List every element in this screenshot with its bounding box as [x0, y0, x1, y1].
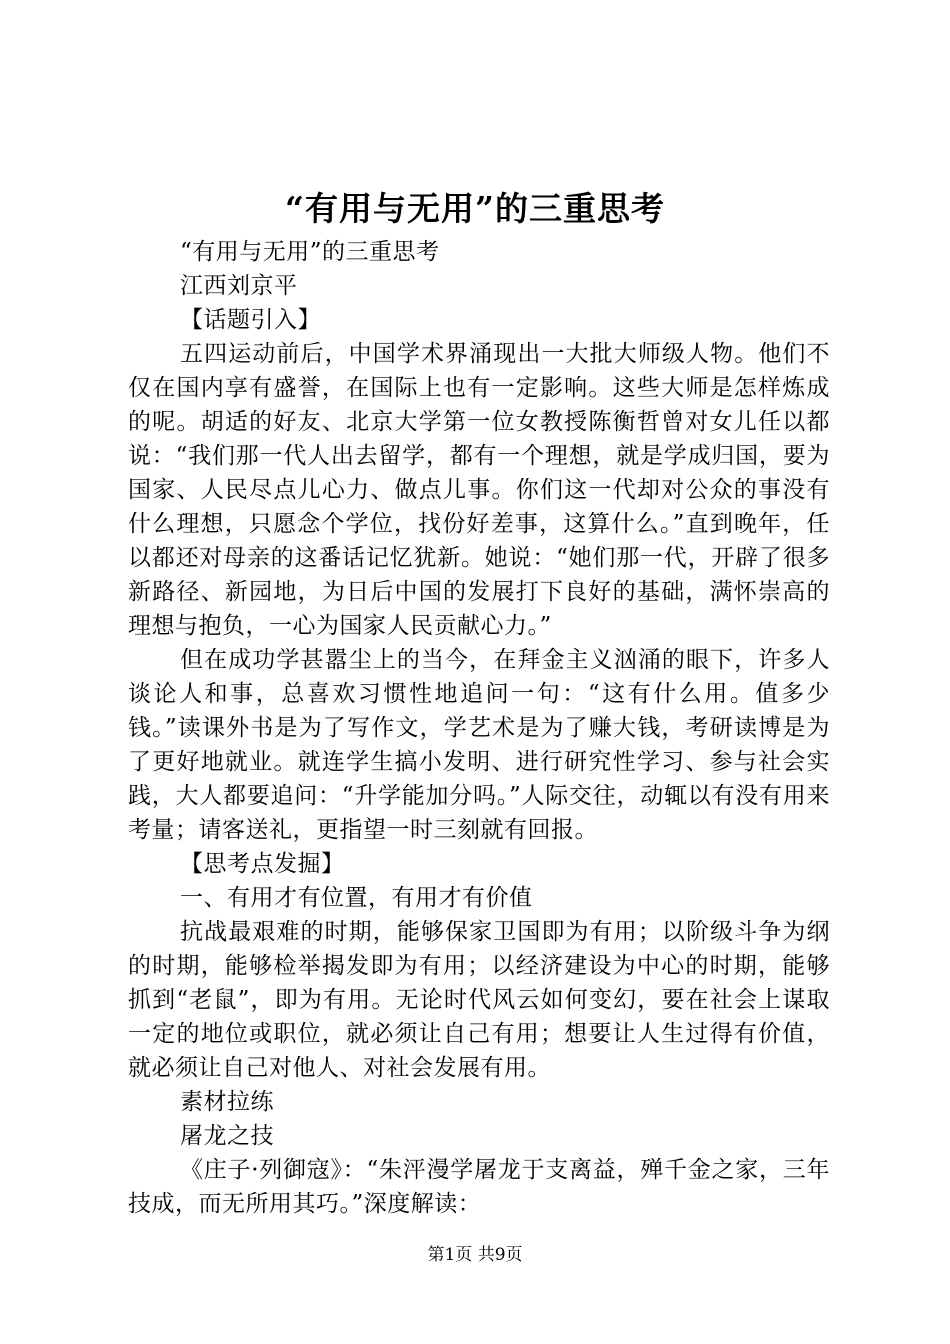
subsection-heading: 一、有用才有位置，有用才有价值: [180, 885, 533, 911]
document-body: [128, 235, 830, 1221]
paragraph-subtitle: “有用与无用”的三重思考: [180, 239, 440, 265]
paragraph-body: 抗战最艰难的时期，能够保家卫国即为有用；以阶级斗争为纲的时期，能够检举揭发即为有用；以经济建设为中心的时期，能够抓到“老鼠”，即为有用。无论时代风云如何变幻，要在社会上谋取一定的地位或职位，就必须让自己有用；想要让人生过得有价值，就必须让自己对他人、对社会发展有用。: [128, 919, 830, 1081]
page-footer: 第1页 共9页: [427, 1245, 523, 1265]
document-title: “有用与无用”的三重思考: [285, 189, 665, 228]
paragraph-body: 《庄子·列御寇》：“朱泙漫学屠龙于支离益，殚千金之家，三年技成，而无所用其巧。”深度解读：: [128, 1157, 830, 1217]
paragraph-body: 五四运动前后，中国学术界涌现出一大批大师级人物。他们不仅在国内享有盛誉，在国际上也有一定影响。这些大师是怎样炼成的呢。胡适的好友、北京大学第一位女教授陈衡哲曾对女儿任以都说：“我们那一代人出去留学，都有一个理想，就是学成归国，要为国家、人民尽点儿心力、做点儿事。你们这一代却对公众的事没有什么理想，只愿念个学位，找份好差事，这算什么。”直到晚年，任以都还对母亲的这番话记忆犹新。她说：“她们那一代，开辟了很多新路径、新园地，为日后中国的发展打下良好的基础，满怀崇高的理想与抱负，一心为国家人民贡献心力。”: [128, 341, 830, 639]
paragraph-body: 但在成功学甚嚣尘上的当今，在拜金主义汹涌的眼下，许多人谈论人和事，总喜欢习惯性地追问一句：“这有什么用。值多少钱。”读课外书是为了写作文，学艺术是为了赚大钱，考研读博是为了更好地就业。就连学生搞小发明、进行研究性学习、参与社会实践，大人都要追问：“升学能加分吗。”人际交往，动辄以有没有用来考量；请客送礼，更指望一时三刻就有回报。: [128, 647, 830, 843]
material-heading: 素材拉练: [180, 1089, 274, 1115]
material-title: 屠龙之技: [180, 1123, 274, 1149]
section-heading-analysis: 【思考点发掘】: [180, 851, 345, 877]
paragraph-author: 江西刘京平: [180, 273, 298, 299]
section-heading-topic: 【话题引入】: [180, 307, 321, 333]
